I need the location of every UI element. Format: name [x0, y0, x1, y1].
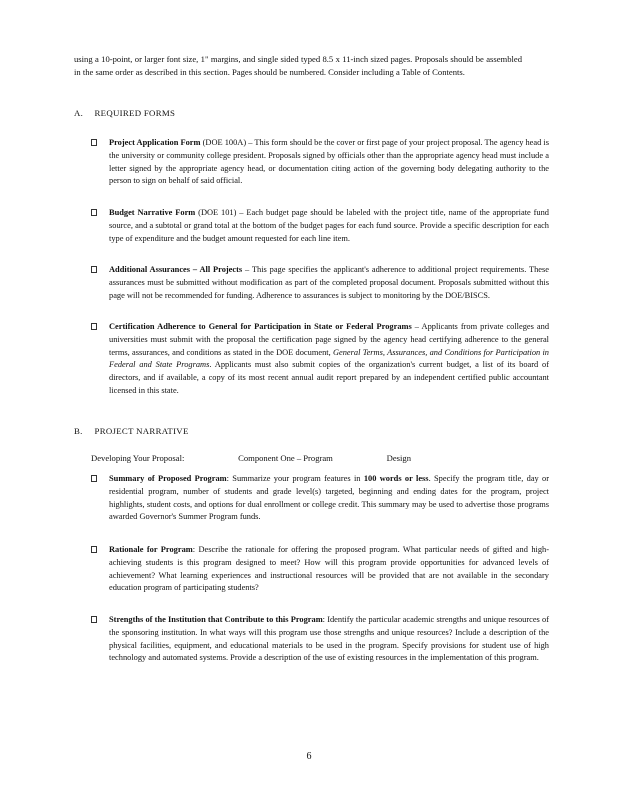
item-title: Additional Assurances – All Projects: [109, 265, 243, 274]
item-title: Project Application Form: [109, 138, 201, 147]
subhead-middle: Component One – Program: [238, 453, 333, 463]
item-body: (DOE 100A) – This form should be the cover or first page of your project proposal. The agency head is the university or community college president. Proposals signed by officials other than the appropriate agency head must include a letter signed by the appropriate agency head, or documentation citing action of the governing body delegating authority to the person to sign on behalf of said official.: [109, 138, 549, 186]
subhead-left: Developing Your Proposal:: [91, 453, 185, 463]
checkbox-bullet-icon: [91, 546, 97, 553]
item-text: [109, 544, 549, 595]
section-title: REQUIRED FORMS: [94, 108, 176, 118]
item-title: Summary of Proposed Program: [109, 474, 227, 483]
item-text: [109, 137, 549, 188]
item-text: [109, 207, 549, 245]
item-body: : Identify the particular academic strengths and unique resources of the sponsoring institution. In what ways will this program use those strengths and unique resources? Include a description of the physical facilities, equipment, and educational materials to be used in the program. Specify provisions for student use of high technology and automated systems. Provide a description of the use of existing resources in the implementation of this program.: [109, 615, 549, 663]
section-letter: A.: [74, 108, 84, 118]
checkbox-bullet-icon: [91, 266, 97, 273]
item-body: – This page specifies the applicant's adherence to additional project requirements. These assurances must be submitted without modification as part of the completed proposal document. Proposals submitted without this page will not be recommended for funding. Adherence to assurances is subject to monitoring by the DOE/BISCS.: [109, 265, 549, 300]
item-body-continued: . Specify the program title, day or residential program, number of students and grade level(s) targeted, beginning and ending dates for the program, project highlights, student costs, and options for dual enrollment or college credit. This summary may be used to advertise those programs awarded Governor's Summer Program funds.: [109, 474, 550, 522]
item-title: Budget Narrative Form: [109, 208, 196, 217]
subhead-right: Design: [386, 453, 411, 463]
item-text: [109, 321, 549, 398]
item-title: Certification Adherence to General: [109, 322, 238, 331]
page-number: 6: [306, 751, 312, 762]
section-heading-required-forms: [74, 108, 175, 118]
checkbox-bullet-icon: [91, 209, 97, 216]
item-text: [109, 473, 549, 524]
section-title: PROJECT NARRATIVE: [94, 426, 189, 436]
item-body-continued: . Applicants must also submit copies of the organization's current budget, a list of its board of directors, and if available, a copy of its most recent annual audit report prepared by an independent certified public accountant licensed in this state.: [109, 360, 549, 395]
item-title: Rationale for Program: [109, 545, 193, 554]
checkbox-bullet-icon: [91, 616, 97, 623]
item-text: [109, 614, 549, 665]
checkbox-bullet-icon: [91, 323, 97, 330]
item-title-continued: for Participation in State or Federal Programs: [237, 322, 412, 331]
section-heading-project-narrative: [74, 426, 189, 436]
item-bold-phrase: 100 words or less: [363, 474, 429, 483]
item-body: : Summarize your program features in: [226, 474, 364, 483]
item-text: [109, 264, 549, 302]
intro-paragraph: using a 10-point, or larger font size, 1" margins, and single sided typed 8.5 x 11-inch sized pages. Proposals should be assembled in the same order as described in this section. Pages should be numbered. Consider including a Table of Contents.: [74, 54, 522, 77]
item-title: Strengths of the Institution that Contribute to this Program: [109, 615, 323, 624]
item-body: : Describe the rationale for offering the proposed program. What particular needs of gifted and high-achieving students is this program designed to meet? How will this program provide opportunities for advanced levels of achievement? What learning experiences and instructional resources will be provided that are not available in the secondary education program of participating students?: [109, 545, 549, 593]
component-subheading: [91, 453, 411, 463]
section-letter: B.: [74, 426, 83, 436]
checkbox-bullet-icon: [91, 139, 97, 146]
checkbox-bullet-icon: [91, 475, 97, 482]
item-italic-reference: General Terms, Assurances, and Conditions for Participation in Federal and State Programs: [109, 347, 549, 370]
item-body: – Applicants from private colleges and universities must submit with the proposal the certification page signed by the agency head certifying adherence to the general terms, assurances, and conditions as stated in the DOE document,: [109, 322, 550, 357]
item-body: (DOE 101) – Each budget page should be labeled with the project title, name of the appropriate fund source, and a subtotal or grand total at the bottom of the budget pages for each fund source. Provide a specific description for each type of expenditure and the budget amount requested for each line item.: [109, 208, 549, 243]
